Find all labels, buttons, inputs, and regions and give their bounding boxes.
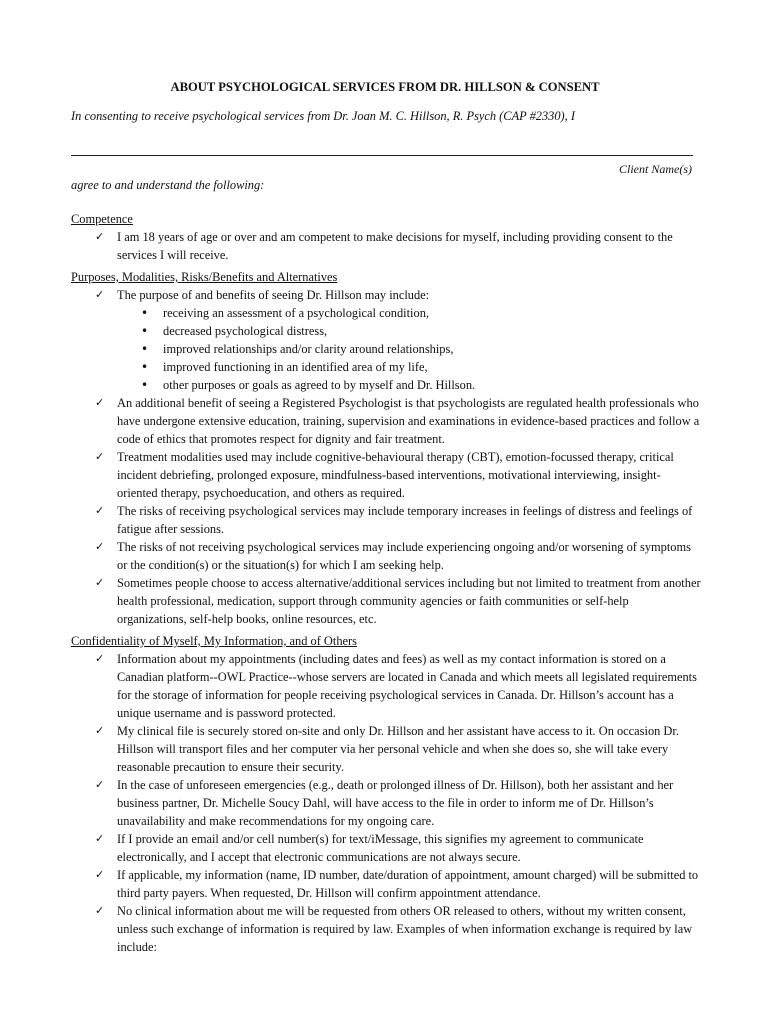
section-title: Competence (71, 212, 133, 226)
check-icon: ✓ (95, 540, 105, 553)
sub-item-text: improved relationships and/or clarity around relationships, (163, 342, 454, 356)
check-icon: ✓ (95, 868, 105, 881)
section-purposes (71, 268, 701, 628)
check-icon: ✓ (95, 288, 105, 301)
check-icon: ✓ (95, 576, 105, 589)
check-icon: ✓ (95, 450, 105, 463)
section-confidentiality (71, 632, 701, 956)
item-text: The risks of not receiving psychological services may include experiencing ongoing and/or worsening of symptoms or the condition(s) or the situation(s) for which I am seeking help. (117, 540, 691, 572)
item-text: My clinical file is securely stored on-site and only Dr. Hillson and her assistant have access to it. On occasion Dr. Hillson will transport files and her computer via her personal vehicle and when she does so, she will take every reasonable precaution to ensure their security. (117, 724, 679, 774)
bullet-icon: • (141, 378, 149, 392)
bullet-icon: • (141, 306, 149, 320)
list-item (71, 286, 701, 394)
item-text: No clinical information about me will be requested from others OR released to others, without my written consent, unless such exchange of information is required by law. Examples of when information exchange is required by law include: (117, 904, 693, 954)
document-body (71, 210, 701, 960)
sub-item-text: decreased psychological distress, (163, 324, 328, 338)
item-text: Sometimes people choose to access alternative/additional services including but not limited to treatment from another health professional, medication, support through community agencies or faith communities or self-help organizations, self-help books, online resources, etc. (117, 576, 701, 626)
client-name-line (71, 155, 693, 156)
item-text: Information about my appointments (including dates and fees) as well as my contact information is stored on a Canadian platform--OWL Practice--whose servers are located in Canada and which meets all legislated requirements for the storage of information for people receiving psychological services in Canada. Dr. Hillson’s account has a unique username and is password protected. (117, 652, 697, 720)
check-icon: ✓ (95, 230, 105, 243)
check-icon: ✓ (95, 652, 105, 665)
check-icon: ✓ (95, 724, 105, 737)
check-icon: ✓ (95, 396, 105, 409)
list-item (71, 538, 701, 574)
client-name-label: Client Name(s) (619, 162, 692, 176)
list-item (71, 448, 701, 502)
sub-item-text: improved functioning in an identified area of my life, (163, 360, 428, 374)
bullet-icon: • (141, 342, 149, 356)
list-item (71, 722, 701, 776)
list-item (71, 502, 701, 538)
check-icon: ✓ (95, 904, 105, 917)
bullet-icon: • (141, 360, 149, 374)
item-text: If applicable, my information (name, ID number, date/duration of appointment, amount charged) will be submitted to third party payers. When requested, Dr. Hillson will confirm appointment attendance. (117, 868, 699, 900)
bullet-icon: • (141, 324, 149, 338)
list-item (71, 776, 701, 830)
list-item (71, 902, 701, 956)
item-text: The purpose of and benefits of seeing Dr. Hillson may include: (117, 288, 430, 302)
sub-list-item (117, 376, 701, 394)
check-icon: ✓ (95, 504, 105, 517)
agree-text: agree to and understand the following: (71, 178, 265, 192)
sub-item-text: other purposes or goals as agreed to by myself and Dr. Hillson. (163, 378, 476, 392)
section-competence (71, 210, 701, 264)
list-item (71, 830, 701, 866)
item-text: If I provide an email and/or cell number(s) for text/iMessage, this signifies my agreement to communicate electronically, and I accept that electronic communications are not always secure. (117, 832, 644, 864)
check-icon: ✓ (95, 778, 105, 791)
item-text: I am 18 years of age or over and am competent to make decisions for myself, including providing consent to the services I will receive. (117, 230, 673, 262)
sub-list-item (117, 322, 701, 340)
sub-item-text: receiving an assessment of a psychological condition, (163, 306, 429, 320)
list-item (71, 228, 701, 264)
list-item (71, 866, 701, 902)
item-text: In the case of unforeseen emergencies (e.g., death or prolonged illness of Dr. Hillson), both her assistant and her business partner, Dr. Michelle Soucy Dahl, will have access to the file in order to inform me of Dr. Hillson’s unavailability and make recommendations for my ongoing care. (117, 778, 674, 828)
sub-list-item (117, 358, 701, 376)
item-text: The risks of receiving psychological services may include temporary increases in feelings of distress and feelings of fatigue after sessions. (117, 504, 693, 536)
sub-list-item (117, 340, 701, 358)
list-item (71, 394, 701, 448)
item-text: Treatment modalities used may include cognitive-behavioural therapy (CBT), emotion-focussed therapy, critical incident debriefing, prolonged exposure, mindfulness-based interventions, motivational interviewing, insight-oriented therapy, psychoeducation, and others as required. (117, 450, 674, 500)
list-item (71, 650, 701, 722)
item-text: An additional benefit of seeing a Registered Psychologist is that psychologists are regulated health professionals who have undergone extensive education, training, supervision and examinations in evidence-based practices and follow a code of ethics that promotes respect for dignity and fair treatment. (117, 396, 700, 446)
section-title: Confidentiality of Myself, My Information, and of Others (71, 634, 357, 648)
document-title: ABOUT PSYCHOLOGICAL SERVICES FROM DR. HILLSON & CONSENT (170, 80, 600, 94)
check-icon: ✓ (95, 832, 105, 845)
section-title: Purposes, Modalities, Risks/Benefits and Alternatives (71, 270, 338, 284)
intro-text: In consenting to receive psychological services from Dr. Joan M. C. Hillson, R. Psych (CAP #2330), I (71, 109, 576, 123)
sub-list-item (117, 304, 701, 322)
list-item (71, 574, 701, 628)
